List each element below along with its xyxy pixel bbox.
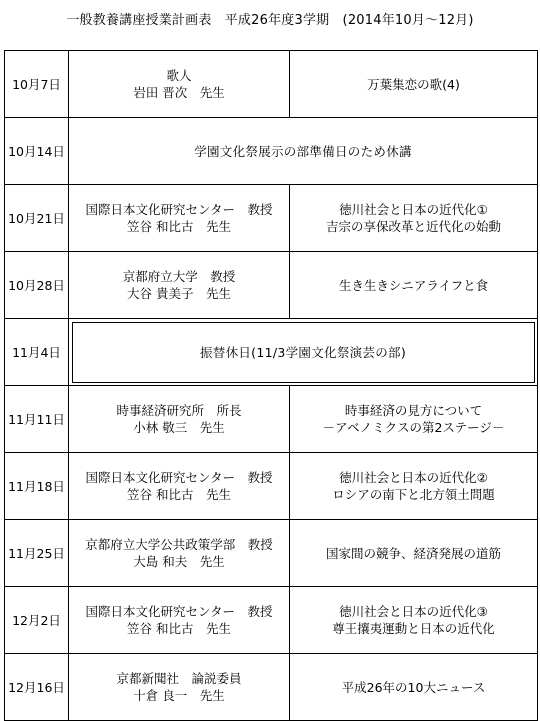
lecturer-name: 大谷 貴美子 先生 bbox=[127, 286, 231, 301]
topic-line: 徳川社会と日本の近代化① bbox=[339, 202, 488, 217]
date-cell: 10月7日 bbox=[5, 51, 69, 118]
topic-subline: 尊王攘夷運動と日本の近代化 bbox=[332, 621, 495, 636]
lecturer-cell bbox=[69, 185, 290, 252]
topic-cell bbox=[290, 587, 538, 654]
lecturer-affiliation: 国際日本文化研究センター 教授 bbox=[85, 470, 273, 485]
topic-subline: －アベノミクスの第2ステージ－ bbox=[322, 420, 505, 435]
lecturer-affiliation: 歌人 bbox=[166, 68, 192, 83]
lecturer-name: 岩田 晋次 先生 bbox=[133, 85, 225, 100]
table-row bbox=[5, 386, 538, 453]
table-row bbox=[5, 185, 538, 252]
lecturer-affiliation: 国際日本文化研究センター 教授 bbox=[85, 202, 273, 217]
table-row bbox=[5, 654, 538, 721]
table-row bbox=[5, 453, 538, 520]
lecturer-name: 小林 敬三 先生 bbox=[133, 420, 225, 435]
no-class-notice: 学園文化祭展示の部準備日のため休講 bbox=[69, 118, 538, 185]
table-row bbox=[5, 319, 538, 386]
topic-line: 万葉集恋の歌(4) bbox=[367, 76, 460, 92]
lecturer-name: 十倉 良一 先生 bbox=[133, 688, 225, 703]
table-row bbox=[5, 252, 538, 319]
topic-line: 時事経済の見方について bbox=[344, 403, 483, 418]
lecturer-cell bbox=[69, 453, 290, 520]
lecturer-affiliation: 京都府立大学 教授 bbox=[122, 269, 236, 284]
table-row bbox=[5, 520, 538, 587]
lecturer-cell bbox=[69, 587, 290, 654]
lecturer-cell bbox=[69, 252, 290, 319]
date-cell: 11月11日 bbox=[5, 386, 69, 453]
topic-cell bbox=[290, 252, 538, 319]
page-title: 一般教養講座授業計画表 平成26年度3学期 (2014年10月～12月) bbox=[66, 13, 474, 28]
lecturer-cell bbox=[69, 51, 290, 118]
lecturer-affiliation: 国際日本文化研究センター 教授 bbox=[85, 604, 273, 619]
date-cell: 12月2日 bbox=[5, 587, 69, 654]
schedule-table bbox=[4, 50, 538, 721]
date-cell: 11月18日 bbox=[5, 453, 69, 520]
date-cell: 10月14日 bbox=[5, 118, 69, 185]
table-row bbox=[5, 587, 538, 654]
lecturer-affiliation: 京都府立大学公共政策学部 教授 bbox=[85, 537, 273, 552]
table-row bbox=[5, 51, 538, 118]
table-row bbox=[5, 118, 538, 185]
date-cell: 11月25日 bbox=[5, 520, 69, 587]
lecturer-name: 大島 和夫 先生 bbox=[133, 554, 225, 569]
topic-cell bbox=[290, 386, 538, 453]
lecturer-affiliation: 京都新聞社 論説委員 bbox=[116, 671, 242, 686]
lecturer-cell bbox=[69, 386, 290, 453]
lecturer-cell bbox=[69, 520, 290, 587]
lecturer-name: 笠谷 和比古 先生 bbox=[127, 219, 231, 234]
topic-line: 平成26年の10大ニュース bbox=[341, 679, 486, 695]
holiday-notice: 振替休日(11/3学園文化祭演芸の部) bbox=[69, 319, 538, 386]
topic-line: 生き生きシニアライフと食 bbox=[338, 277, 489, 293]
date-cell: 11月4日 bbox=[5, 319, 69, 386]
lecturer-name: 笠谷 和比古 先生 bbox=[127, 621, 231, 636]
topic-cell bbox=[290, 51, 538, 118]
topic-line: 国家間の競争、経済発展の道筋 bbox=[325, 545, 501, 561]
topic-subline: ロシアの南下と北方領土問題 bbox=[332, 487, 495, 502]
topic-cell bbox=[290, 185, 538, 252]
topic-cell bbox=[290, 520, 538, 587]
date-cell: 10月21日 bbox=[5, 185, 69, 252]
date-cell: 10月28日 bbox=[5, 252, 69, 319]
topic-line: 徳川社会と日本の近代化③ bbox=[339, 604, 488, 619]
topic-line: 徳川社会と日本の近代化② bbox=[339, 470, 488, 485]
topic-cell bbox=[290, 453, 538, 520]
topic-subline: 吉宗の享保改革と近代化の始動 bbox=[325, 219, 501, 234]
date-cell: 12月16日 bbox=[5, 654, 69, 721]
lecturer-affiliation: 時事経済研究所 所長 bbox=[116, 403, 242, 418]
topic-cell bbox=[290, 654, 538, 721]
lecturer-cell bbox=[69, 654, 290, 721]
lecturer-name: 笠谷 和比古 先生 bbox=[127, 487, 231, 502]
